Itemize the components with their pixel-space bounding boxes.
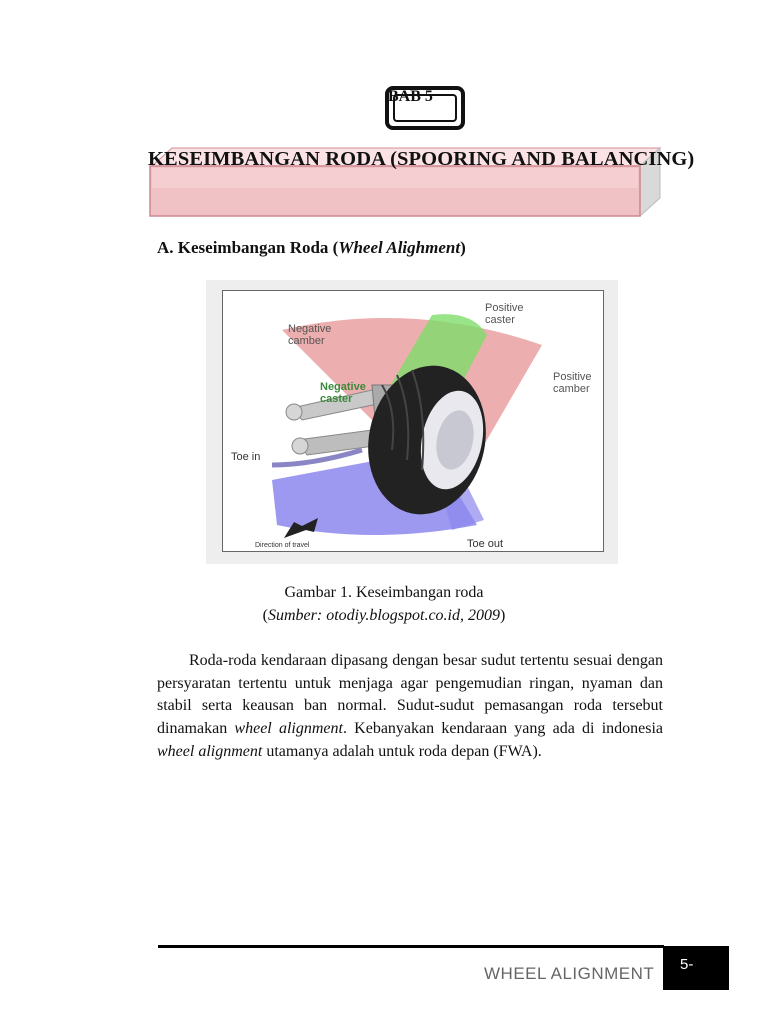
label-positive-caster: Positive caster [485, 302, 524, 326]
section-heading: A. Keseimbangan Roda (Wheel Alighment) [157, 238, 466, 257]
page-number: 5- [680, 956, 694, 973]
label-toe-out: Toe out [467, 538, 504, 550]
figure-source: (Sumber: otodiy.blogspot.co.id, 2009) [262, 607, 506, 624]
figure-caption: Gambar 1. Keseimbangan roda [284, 584, 484, 601]
footer-title: WHEEL ALIGNMENT [484, 964, 655, 983]
label-positive-camber: Positive camber [553, 371, 592, 395]
footer-rule [158, 945, 664, 948]
page-number-box [663, 946, 729, 990]
chapter-label: BAB 5 [388, 88, 433, 105]
label-direction-of-travel: Direction of travel [255, 542, 310, 549]
label-negative-caster: Negative caster [320, 381, 366, 405]
wheel-alignment-illustration [222, 290, 604, 552]
label-toe-in: Toe in [231, 451, 261, 463]
body-paragraph: Roda-roda kendaraan dipasang dengan besar sudut tertentu sesuai dengan persyaratan tertentu untuk menjaga agar pengemudian ringan, nyaman dan stabil serta keausan ban normal. Sudut-sudut pemasangan roda tersebut dinamakan wheel alignment. Kebanyakan kendaraan yang ada di indonesia wheel alignment utamanya adalah untuk roda depan (FWA). [157, 652, 664, 760]
chapter-title: KESEIMBANGAN RODA (SPOORING AND BALANCING) [148, 148, 695, 170]
label-negative-camber: Negative camber [288, 323, 332, 347]
